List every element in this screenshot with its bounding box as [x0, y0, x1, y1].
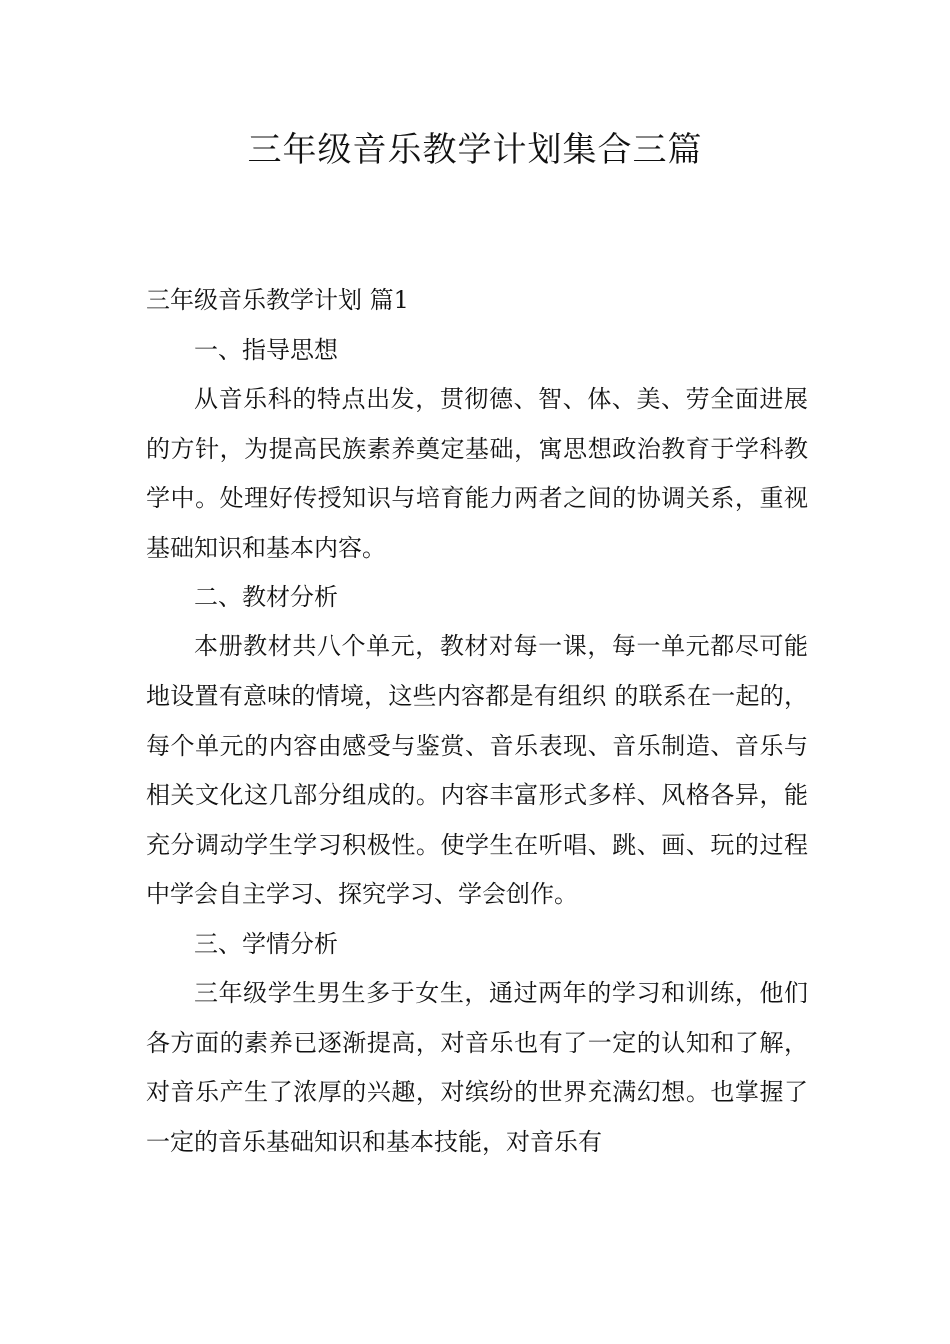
paragraph-guiding-ideas: 从音乐科的特点出发，贯彻德、智、体、美、劳全面进展的方针，为提高民族素养奠定基础，寓思想政治教育于学科教学中。处理好传授知识与培育能力两者之间的协调关系，重视基础知识和基本内容。 — [146, 385, 808, 562]
sub-heading-student-analysis: 三、学情分析 — [194, 929, 338, 958]
paragraph-student-analysis: 三年级学生男生多于女生，通过两年的学习和训练，他们各方面的素养已逐渐提高，对音乐也有了一定的认知和了解，对音乐产生了浓厚的兴趣，对缤纷的世界充满幻想。也掌握了一定的音乐基础知识和基本技能，对音乐有 — [146, 978, 808, 1156]
sub-heading-textbook-analysis: 二、教材分析 — [194, 583, 338, 612]
document-body — [146, 326, 808, 1167]
document-title: 三年级音乐教学计划集合三篇 — [247, 130, 703, 170]
paragraph-textbook-analysis: 本册教材共八个单元，教材对每一课，每一单元都尽可能地设置有意味的情境，这些内容都是有组织 的联系在一起的，每个单元的内容由感受与鉴赏、音乐表现、音乐制造、音乐与相关文化这几部分组成的。内容丰富形式多样、风格各异，能充分调动学生学习积极性。使学生在听唱、跳、画、玩的过程中学会自主学习、探究学习、学会创作。 — [146, 632, 808, 909]
section-heading: 三年级音乐教学计划 篇1 — [146, 286, 409, 314]
sub-heading-guiding-ideas: 一、指导思想 — [194, 336, 338, 364]
